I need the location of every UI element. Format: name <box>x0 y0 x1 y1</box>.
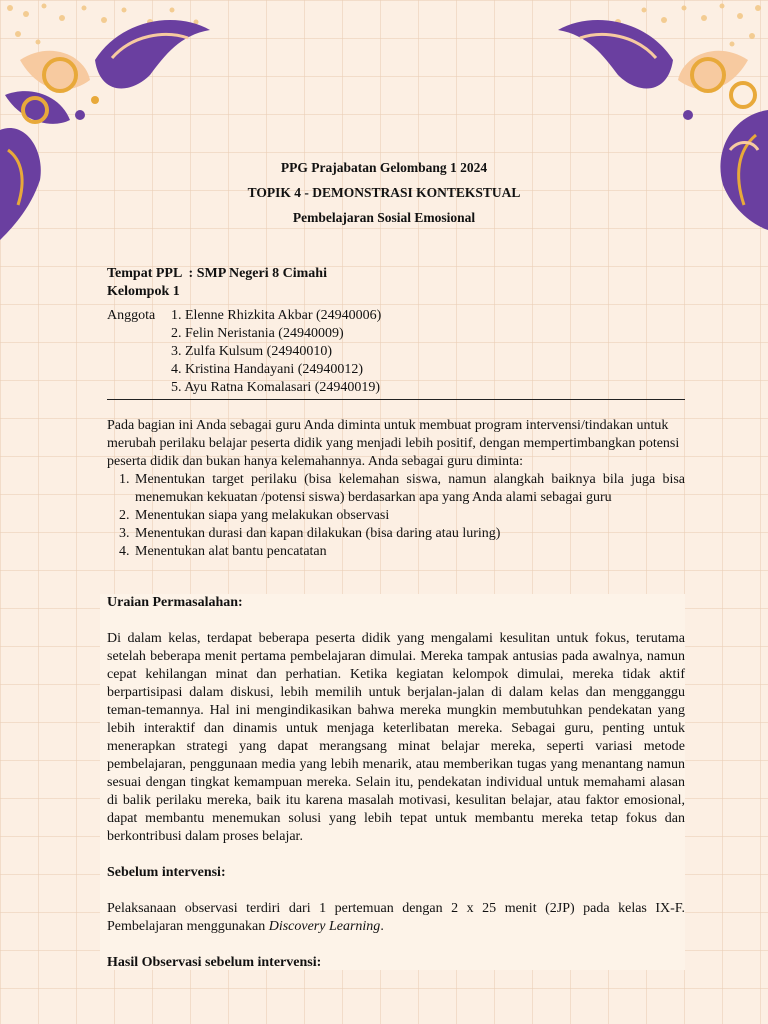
task-list <box>107 471 685 561</box>
content-section <box>100 594 685 970</box>
member-item: 3. Zulfa Kulsum (24940010) <box>171 344 332 359</box>
uraian-heading: Uraian Permasalahan: <box>107 595 243 610</box>
sebelum-heading: Sebelum intervensi: <box>107 865 226 880</box>
program-title: PPG Prajabatan Gelombang 1 2024 <box>280 160 488 175</box>
task-item: 4. Menentukan alat bantu pencatatan <box>133 543 685 561</box>
divider-line <box>107 399 685 400</box>
instructions-paragraph: Pada bagian ini Anda sebagai guru Anda diminta untuk membuat program intervensi/tindakan untuk merubah perilaku belajar peserta didik yang menjadi lebih positif, dengan mempertimbangkan potensi peserta didik dan bukan hanya kelemahannya. Anda sebagai guru diminta: <box>107 418 680 469</box>
instructions <box>107 417 685 561</box>
member-item: 1. Elenne Rhizkita Akbar (24940006) <box>171 308 382 323</box>
sebelum-text: Pelaksanaan observasi terdiri dari 1 pertemuan dengan 2 x 25 menit (2JP) pada kelas IX-F. Pembelajaran menggunakan Discovery Learning. <box>107 901 685 934</box>
member-item: 5. Ayu Ratna Komalasari (24940019) <box>171 380 381 395</box>
group-number: Kelompok 1 <box>107 284 180 299</box>
topic-title: TOPIK 4 - DEMONSTRASI KONTEKSTUAL <box>247 185 521 200</box>
member-section <box>107 307 687 397</box>
task-item: 1. Menentukan target perilaku (bisa kelemahan siswa, namun alangkah baiknya bila juga bisa menemukan kekuatan /potensi siswa) berdasarkan apa yang Anda alami sebagai guru <box>133 471 685 507</box>
uraian-text: Di dalam kelas, terdapat beberapa peserta didik yang mengalami kesulitan untuk fokus, terutama setelah beberapa menit pertama pembelajaran dimulai. Mereka tampak antusias pada awalnya, namun cepat kehilangan minat dan perhatian. Ketika kegiatan kelompok dimulai, mereka tidak aktif berpartisipasi dalam diskusi, lebih memilih untuk berjalan-jalan di dalam kelas dan mengganggu teman-temannya. Hal ini mengindikasikan bahwa mereka mungkin membutuhkan pendekatan yang lebih interaktif dan dinamis untuk menjaga keterlibatan mereka. Sebagai guru, penting untuk menerapkan strategi yang dapat merangsang minat belajar mereka, seperti variasi metode pembelajaran, penggunaan media yang lebih menarik, atau memberikan tugas yang menantang namun sesuai dengan tingkat kemampuan mereka. Selain itu, pendekatan individual untuk memahami alasan di balik perilaku mereka, baik itu karena masalah motivasi, kesulitan belajar, atau faktor emosional, dapat membantu menemukan solusi yang lebih tepat untuk membantu mereka tetap fokus dan berkontribusi dalam proses belajar. <box>107 631 685 844</box>
member-list <box>171 307 381 397</box>
member-item: 2. Felin Neristania (24940009) <box>171 326 344 341</box>
subject-title: Pembelajaran Sosial Emosional <box>292 210 476 225</box>
member-label: Anggota <box>107 308 156 323</box>
hasil-heading: Hasil Observasi sebelum intervensi: <box>107 955 322 970</box>
task-item: 2. Menentukan siapa yang melakukan observasi <box>133 507 685 525</box>
document-header <box>0 155 768 230</box>
group-info <box>107 265 687 397</box>
task-item: 3. Menentukan durasi dan kapan dilakukan (bisa daring atau luring) <box>133 525 685 543</box>
ppl-location: Tempat PPL : SMP Negeri 8 Cimahi <box>107 266 327 281</box>
method-name: Discovery Learning <box>268 919 381 934</box>
member-item: 4. Kristina Handayani (24940012) <box>171 362 364 377</box>
